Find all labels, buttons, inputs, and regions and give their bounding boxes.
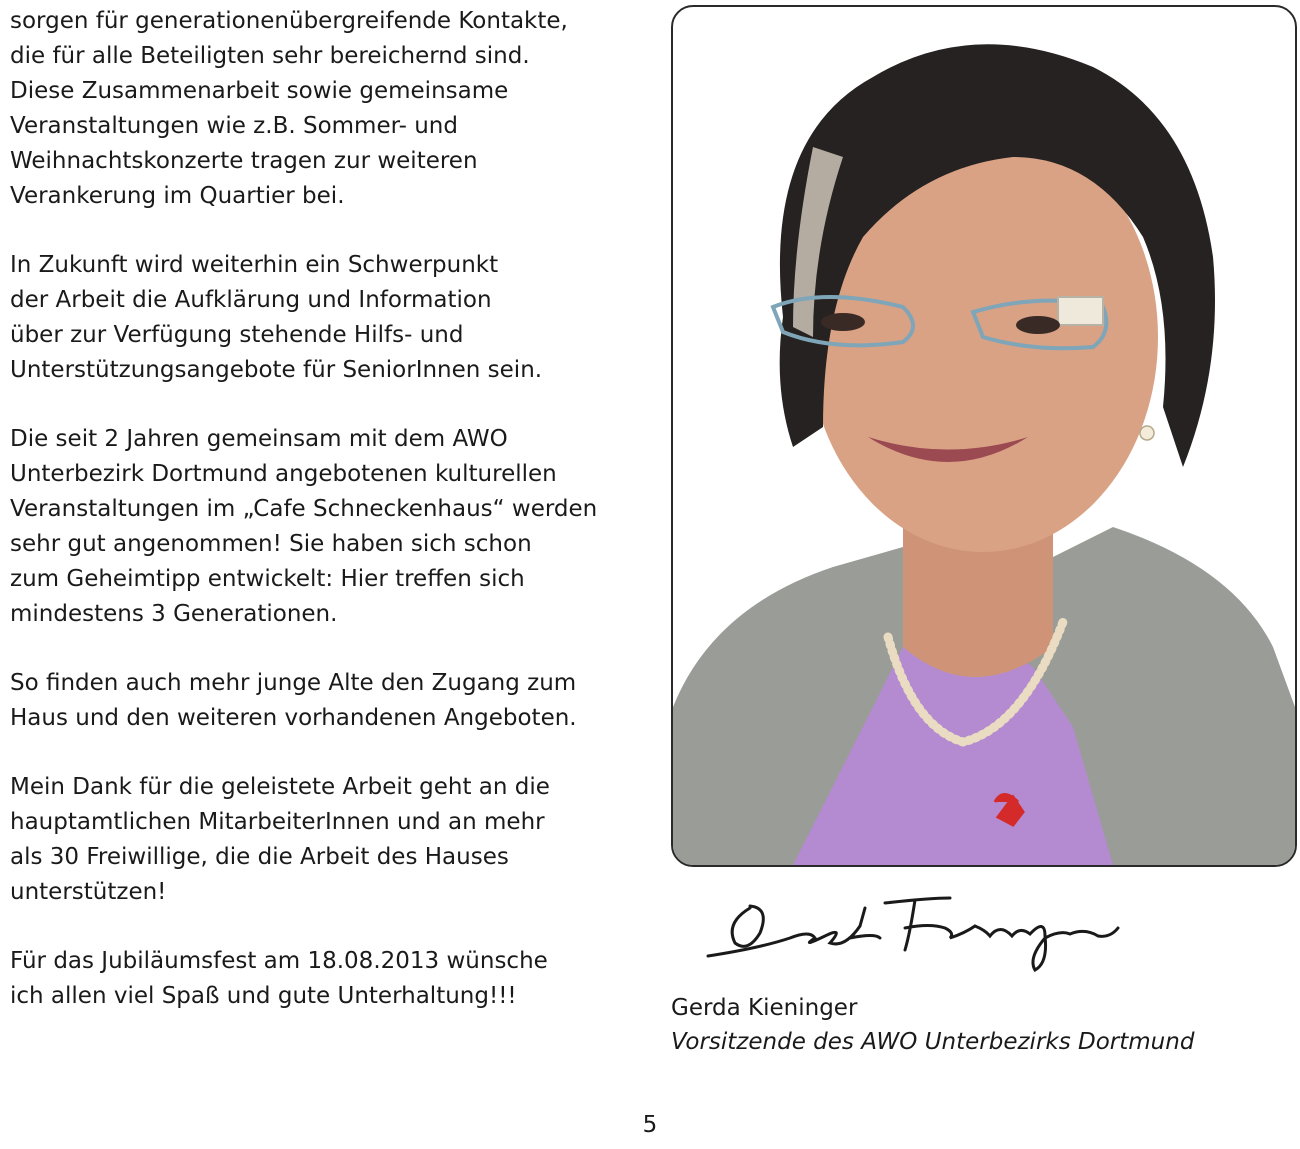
text-line: Weihnachtskonzerte tragen zur weiteren bbox=[10, 148, 478, 174]
text-line: die für alle Beteiligten sehr bereichernd sind. bbox=[10, 43, 530, 69]
text-line: Haus und den weiteren vorhandenen Angeboten. bbox=[10, 705, 577, 731]
text-line: sorgen für generationenübergreifende Kontakte, bbox=[10, 8, 568, 34]
text-line: über zur Verfügung stehende Hilfs- und bbox=[10, 322, 464, 348]
text-line: Für das Jubiläumsfest am 18.08.2013 wünsche bbox=[10, 948, 548, 974]
text-line: hauptamtlichen MitarbeiterInnen und an mehr bbox=[10, 809, 545, 835]
text-line: zum Geheimtipp entwickelt: Hier treffen sich bbox=[10, 566, 525, 592]
text-line: So finden auch mehr junge Alte den Zugang zum bbox=[10, 670, 577, 696]
text-line: als 30 Freiwillige, die die Arbeit des Hauses bbox=[10, 844, 509, 870]
text-line: der Arbeit die Aufklärung und Information bbox=[10, 287, 492, 313]
page-number: 5 bbox=[642, 1112, 658, 1138]
text-line: Verankerung im Quartier bei. bbox=[10, 183, 345, 209]
handwritten-signature bbox=[700, 878, 1130, 978]
portrait-photo bbox=[671, 5, 1297, 867]
portrait-illustration bbox=[673, 7, 1295, 865]
text-line: Veranstaltungen wie z.B. Sommer- und bbox=[10, 113, 458, 139]
signer-role: Vorsitzende des AWO Unterbezirks Dortmund bbox=[671, 1029, 1195, 1055]
eye-right bbox=[1016, 316, 1060, 334]
text-line: Die seit 2 Jahren gemeinsam mit dem AWO bbox=[10, 426, 508, 452]
text-line: Veranstaltungen im „Cafe Schneckenhaus“ werden bbox=[10, 496, 598, 522]
glasses-temple bbox=[1058, 297, 1103, 325]
text-line: In Zukunft wird weiterhin ein Schwerpunkt bbox=[10, 252, 499, 278]
text-line: unterstützen! bbox=[10, 879, 167, 905]
eye-left bbox=[821, 313, 865, 331]
paragraph-3 bbox=[10, 422, 650, 632]
paragraph-5 bbox=[10, 770, 650, 910]
signer-name: Gerda Kieninger bbox=[671, 995, 858, 1021]
text-line: ich allen viel Spaß und gute Unterhaltung!!! bbox=[10, 983, 517, 1009]
letter-body bbox=[10, 4, 650, 1048]
text-line: sehr gut angenommen! Sie haben sich schon bbox=[10, 531, 532, 557]
paragraph-6 bbox=[10, 944, 650, 1014]
text-line: Diese Zusammenarbeit sowie gemeinsame bbox=[10, 78, 509, 104]
paragraph-4 bbox=[10, 666, 650, 736]
signature-caption bbox=[671, 991, 1194, 1059]
text-line: Unterbezirk Dortmund angebotenen kulturellen bbox=[10, 461, 557, 487]
text-line: mindestens 3 Generationen. bbox=[10, 601, 338, 627]
text-line: Unterstützungsangebote für SeniorInnen sein. bbox=[10, 357, 543, 383]
earring bbox=[1140, 426, 1154, 440]
paragraph-1 bbox=[10, 4, 650, 214]
text-line: Mein Dank für die geleistete Arbeit geht an die bbox=[10, 774, 550, 800]
paragraph-2 bbox=[10, 248, 650, 388]
